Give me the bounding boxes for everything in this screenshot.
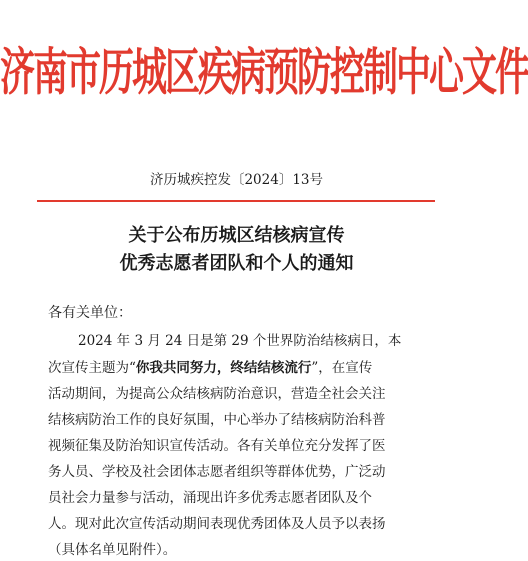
document-title-line-1: 关于公布历城区结核病宣传 <box>128 225 345 246</box>
document-header: 济南市历城区疾病预防控制中心文件 <box>0 43 528 103</box>
body-line-5: 视频征集及防治知识宣传活动。各有关单位充分发挥了医 <box>48 438 386 454</box>
body-line-9: （具体名单见附件）。 <box>48 542 177 558</box>
body-line-2-suffix: ”，在宣传 <box>311 360 373 376</box>
body-line-1: 2024 年 3 月 24 日是第 29 个世界防治结核病日，本 <box>78 333 402 349</box>
body-line-8: 人。现对此次宣传活动期间表现优秀团体及人员予以表扬 <box>48 516 386 532</box>
campaign-theme: 你我共同努力，终结结核流行 <box>135 360 312 376</box>
body-line-7: 员社会力量参与活动，涌现出许多优秀志愿者团队及个 <box>48 490 372 506</box>
body-line-4: 结核病防治工作的良好氛围，中心举办了结核病防治科普 <box>48 412 386 428</box>
document-number: 济历城疾控发〔2024〕13号 <box>149 172 324 188</box>
body-line-2 <box>48 357 372 379</box>
body-line-2-prefix: 次宣传主题为“ <box>48 360 136 376</box>
salutation: 各有关单位： <box>48 305 132 321</box>
header-divider <box>37 200 435 202</box>
body-line-6: 务人员、学校及社会团体志愿者组织等群体优势，广泛动 <box>48 464 386 480</box>
document-title-line-2: 优秀志愿者团队和个人的通知 <box>119 253 354 274</box>
body-line-3: 活动期间，为提高公众结核病防治意识，营造全社会关注 <box>48 386 386 402</box>
